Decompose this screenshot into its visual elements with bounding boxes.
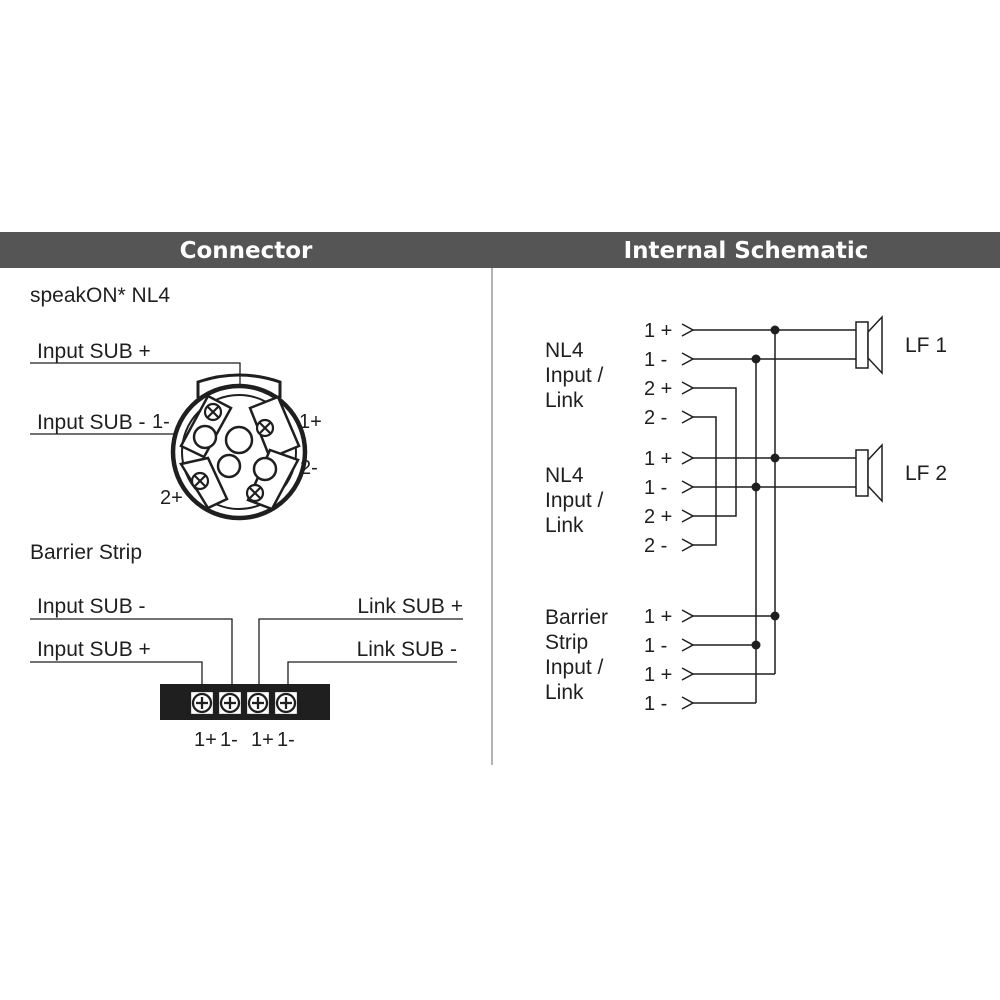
- speaker-icon: [856, 322, 868, 368]
- pin-arrow-icon: [682, 510, 693, 522]
- barrier-strip-title: Barrier Strip: [30, 541, 143, 564]
- junction-dot: [771, 326, 780, 335]
- junction-dot: [771, 454, 780, 463]
- schematic-group-label: Input /: [545, 656, 604, 679]
- pin-arrow-icon: [682, 481, 693, 493]
- speakon-nl4-connector: [173, 375, 305, 518]
- barrier-link-sub-minus-label: Link SUB -: [356, 638, 457, 661]
- nl4-input-sub-plus-label: Input SUB +: [37, 340, 151, 363]
- schematic-pin-label: 2 -: [644, 407, 668, 429]
- schematic-group-label: Link: [545, 389, 584, 412]
- schematic-group-label: Input /: [545, 489, 604, 512]
- pin-arrow-icon: [682, 639, 693, 651]
- barrier-input-sub-plus-label: Input SUB +: [37, 638, 151, 661]
- schematic-pin-label: 2 +: [644, 506, 673, 528]
- barrier-terminal-label: 1+: [194, 729, 217, 751]
- schematic-pin-label: 1 +: [644, 606, 673, 628]
- junction-dot: [771, 612, 780, 621]
- pin-arrow-icon: [682, 697, 693, 709]
- schematic-group-label: Barrier: [545, 606, 609, 629]
- schematic-pin-label: 1 -: [644, 693, 668, 715]
- barrier-strip-block: [160, 684, 330, 720]
- schematic-group-label: NL4: [545, 464, 584, 487]
- barrier-link-sub-plus-label: Link SUB +: [357, 595, 463, 618]
- connector-header: Connector: [179, 238, 313, 264]
- junction-dot: [752, 641, 761, 650]
- pin-arrow-icon: [682, 324, 693, 336]
- barrier-terminal-label: 1+: [251, 729, 274, 751]
- pin-arrow-icon: [682, 452, 693, 464]
- pin-arrow-icon: [682, 382, 693, 394]
- pin-arrow-icon: [682, 411, 693, 423]
- nl4-pin-1-plus-label: 1+: [299, 411, 322, 433]
- schematic-pin-label: 1 -: [644, 635, 668, 657]
- schematic-pin-label: 2 -: [644, 535, 668, 557]
- nl4-pin-2-plus-label: 2+: [160, 487, 183, 509]
- schematic-group-label: Strip: [545, 631, 589, 654]
- schematic-wire: [693, 388, 736, 516]
- pin-arrow-icon: [682, 539, 693, 551]
- schematic-group-label: Link: [545, 514, 584, 537]
- internal-schematic: [545, 317, 947, 715]
- nl4-input-sub-minus-label: Input SUB -: [37, 411, 146, 434]
- nl4-pin-2-minus-label: 2-: [300, 457, 318, 479]
- pin-arrow-icon: [682, 610, 693, 622]
- speaker-cone-icon: [868, 317, 882, 373]
- barrier-input-sub-minus-label: Input SUB -: [37, 595, 146, 618]
- schematic-pin-label: 1 +: [644, 448, 673, 470]
- barrier-terminal-label: 1-: [220, 729, 238, 751]
- speaker-cone-icon: [868, 445, 882, 501]
- schematic-group-label: NL4: [545, 339, 584, 362]
- speaker-label: LF 1: [905, 334, 948, 357]
- nl4-title: speakON* NL4: [30, 284, 171, 307]
- schematic-pin-label: 1 -: [644, 477, 668, 499]
- barrier-terminal-label: 1-: [277, 729, 295, 751]
- speaker-label: LF 2: [905, 462, 948, 485]
- pin-arrow-icon: [682, 353, 693, 365]
- schematic-header: Internal Schematic: [623, 238, 869, 264]
- schematic-pin-label: 1 +: [644, 320, 673, 342]
- junction-dot: [752, 483, 761, 492]
- schematic-pin-label: 1 -: [644, 349, 668, 371]
- nl4-pin-1-minus-label: 1-: [152, 411, 170, 433]
- schematic-group-label: Input /: [545, 364, 604, 387]
- speaker-icon: [856, 450, 868, 496]
- schematic-pin-label: 1 +: [644, 664, 673, 686]
- schematic-group-label: Link: [545, 681, 584, 704]
- schematic-wire: [693, 417, 716, 545]
- schematic-pin-label: 2 +: [644, 378, 673, 400]
- junction-dot: [752, 355, 761, 364]
- pin-arrow-icon: [682, 668, 693, 680]
